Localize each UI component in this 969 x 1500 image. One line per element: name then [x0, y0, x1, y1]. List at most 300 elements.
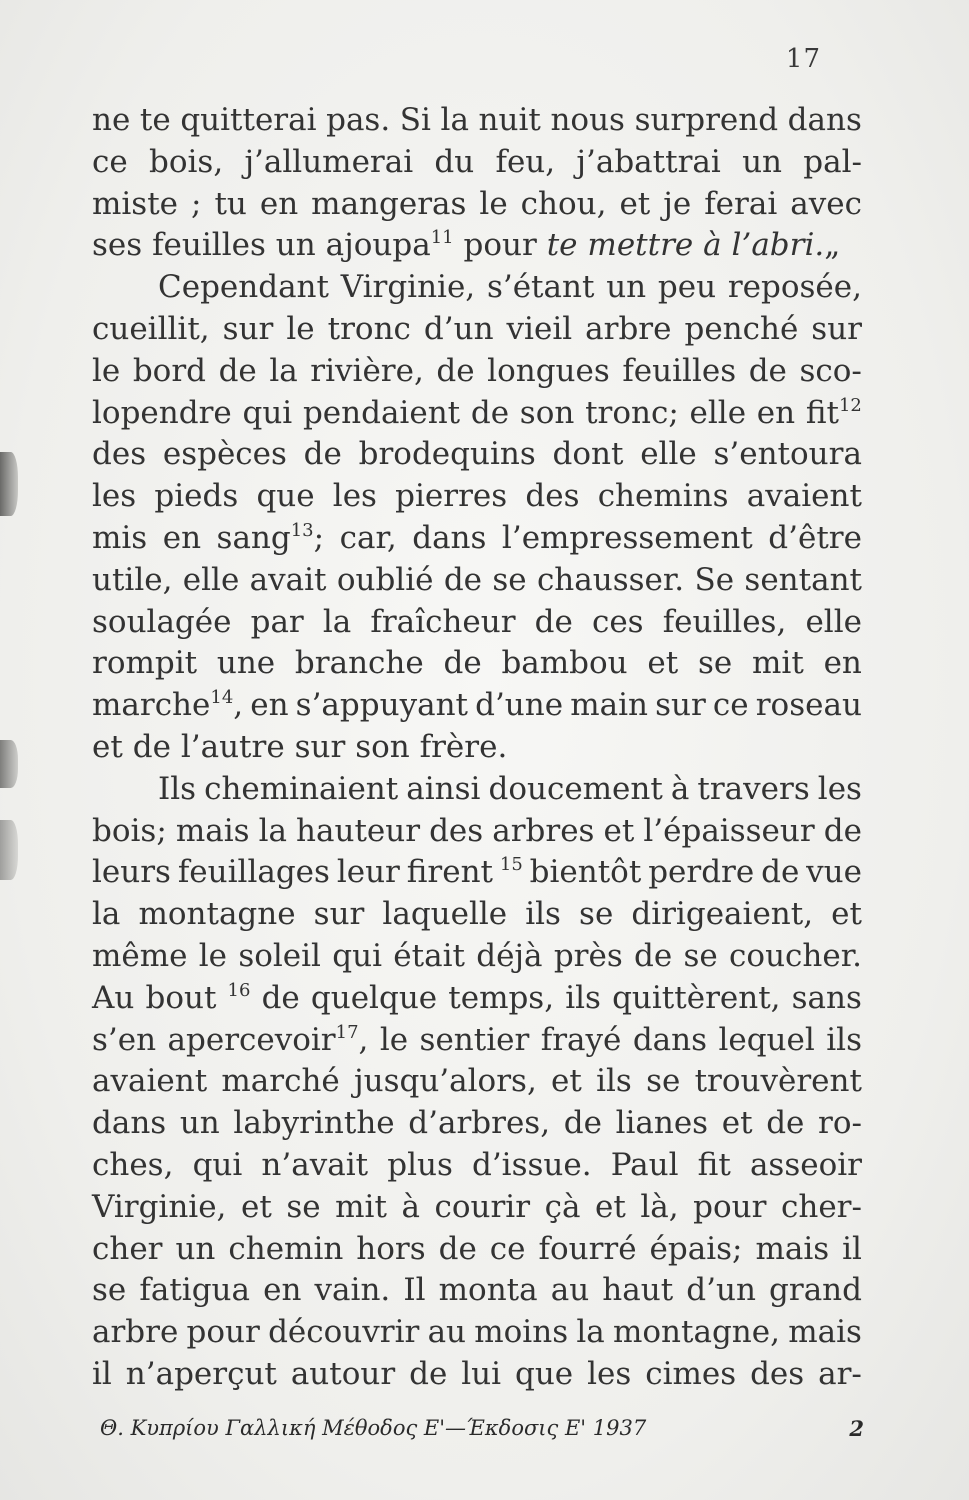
word: que [256, 478, 315, 515]
word: feuillages [177, 854, 330, 891]
word: la [258, 812, 287, 849]
word: de [634, 937, 673, 974]
word: lui [461, 1355, 502, 1392]
text-line [92, 1145, 862, 1187]
word: elle [805, 603, 862, 640]
word: Ils [158, 770, 197, 807]
word [587, 225, 693, 267]
text-line [92, 811, 862, 853]
word: de [409, 1355, 448, 1392]
word: s’entoura [713, 436, 862, 473]
word: elle [640, 436, 697, 473]
word: elle [182, 561, 240, 598]
italic-text: te [546, 227, 578, 264]
word: les [817, 770, 862, 807]
word: et [619, 185, 651, 222]
word: leur [336, 854, 400, 891]
word: découvrir [268, 1314, 420, 1351]
word: plus [387, 1146, 453, 1183]
word: pieds [154, 478, 239, 515]
word: rompit [92, 645, 198, 682]
word: s’étant [486, 269, 595, 306]
word: et [240, 1188, 272, 1225]
word: apercevoir$^{17}$, [167, 1021, 369, 1058]
word: mais [175, 812, 250, 849]
text-line [92, 351, 862, 393]
word: brodequins [358, 436, 536, 473]
word: dirigeaient, [631, 896, 814, 933]
word: un [175, 1230, 216, 1267]
word: roseau [755, 687, 862, 724]
word: chausser. [536, 561, 685, 598]
word: en [823, 645, 862, 682]
word: ainsi [406, 770, 481, 807]
word: de [436, 352, 475, 389]
page-number: 17 [785, 44, 821, 74]
word: déjà [476, 937, 543, 974]
word: ses [92, 227, 143, 264]
word: pas. [326, 102, 391, 138]
word: bout [145, 979, 217, 1016]
word: même [92, 937, 188, 974]
word: de [748, 352, 787, 389]
word: sur [294, 728, 346, 765]
word: et [647, 645, 679, 682]
footnote-ref: 15 [499, 854, 523, 876]
page-footer [100, 1416, 864, 1441]
word: courir [434, 1188, 531, 1225]
word: il [92, 1355, 112, 1392]
word: l’autre [180, 728, 285, 765]
word [228, 978, 251, 1020]
word: te [139, 102, 171, 138]
word: du [434, 143, 475, 180]
word: sans [791, 979, 862, 1016]
word: labyrinthe [233, 1105, 395, 1142]
word: branche [294, 645, 424, 682]
word: mangeras [311, 185, 467, 222]
word: que [515, 1355, 574, 1392]
word: se [683, 937, 718, 974]
word: mit [752, 645, 804, 682]
footnote-ref: 12 [838, 394, 862, 416]
word: nuit [478, 102, 541, 138]
word: sur [313, 896, 365, 933]
word: au [427, 1314, 467, 1351]
word: ar- [818, 1355, 862, 1392]
word: coucher. [729, 937, 862, 974]
word: asseoir [749, 1146, 862, 1183]
text-line [92, 434, 862, 476]
word: ils [565, 979, 601, 1016]
word: j’allumerai [244, 143, 414, 180]
word: montagne, [612, 1314, 780, 1351]
word: ne [92, 102, 131, 138]
word: cimes [645, 1355, 737, 1392]
word: cheminaient [204, 770, 399, 807]
word: soleil [238, 937, 321, 974]
word: bientôt [529, 854, 642, 891]
word: Virginie, [92, 1188, 227, 1225]
text-line [92, 769, 862, 811]
word [547, 225, 578, 267]
word: j’abattrai [576, 143, 721, 180]
word: Paul [610, 1146, 679, 1183]
word: ferai [704, 185, 778, 222]
body-text [92, 100, 862, 1396]
word: en [162, 519, 202, 556]
word: de [766, 1105, 805, 1142]
word: feuilles, [662, 603, 787, 640]
word: bois; [92, 812, 167, 849]
word: dans [787, 102, 862, 138]
text-line [92, 518, 862, 560]
word: lopendre [92, 394, 232, 431]
word: ces [591, 603, 644, 640]
footnote-ref: 16 [227, 979, 251, 1001]
footer-imprint: Θ. Κυπρίου Γαλλική Μέθοδος Ε'—Έκδοσις Ε' 1937 [100, 1416, 647, 1440]
word: dans [632, 1021, 708, 1058]
word: lianes [615, 1105, 709, 1142]
word: bambou [501, 645, 628, 682]
word: sentant [744, 561, 862, 598]
word: ro- [818, 1105, 862, 1142]
word: fourré [538, 1230, 637, 1267]
word: se [579, 896, 614, 933]
word: de [261, 979, 300, 1016]
word: ce [92, 143, 128, 180]
word: la [440, 102, 469, 138]
word: dont [552, 436, 624, 473]
text-line [92, 393, 862, 435]
word: était [393, 937, 465, 974]
footnote-ref: 14 [210, 687, 234, 709]
word: frayé [540, 1021, 622, 1058]
word: de [303, 436, 342, 473]
word: sur [811, 310, 862, 347]
word: de [218, 352, 257, 389]
word: mais [755, 1230, 830, 1267]
word: de [761, 854, 800, 891]
word: trouvèrent [694, 1063, 862, 1100]
word: ajoupa$^{11}$ [325, 227, 454, 264]
word: miste [92, 185, 179, 222]
word: Virginie, [340, 269, 476, 306]
word: arbres [492, 812, 595, 849]
word: mais [788, 1314, 862, 1351]
word: près [553, 937, 623, 974]
word: Se [694, 561, 735, 598]
word: les [332, 478, 377, 515]
word: il [842, 1230, 862, 1267]
footnote-ref: 13 [290, 519, 314, 541]
word: montagne [138, 896, 296, 933]
text-line [92, 1103, 862, 1145]
word: qui [332, 937, 382, 974]
word: la [576, 1314, 605, 1351]
word: lequel [718, 1021, 815, 1058]
word: surprend [634, 102, 779, 138]
word: chemin [228, 1230, 344, 1267]
word: utile, [92, 561, 173, 598]
word: tronc [327, 310, 411, 347]
word: dans [92, 1105, 167, 1142]
word: hors [356, 1230, 426, 1267]
footer-signature-number: 2 [849, 1416, 864, 1441]
word: autour [290, 1355, 396, 1392]
word: d’une [475, 687, 564, 724]
word: je [663, 185, 692, 222]
word: çà [544, 1188, 581, 1225]
binding-shadow-mark [0, 740, 18, 788]
word: sco- [799, 352, 862, 389]
word: cher [92, 1230, 163, 1267]
text-line [92, 100, 862, 142]
text-line [92, 852, 862, 894]
text-line [92, 936, 862, 978]
word: un [179, 1105, 220, 1142]
word: ils [826, 1021, 862, 1058]
word: quelque [310, 979, 438, 1016]
word: Il [403, 1272, 426, 1309]
word: jusqu’alors, [354, 1063, 537, 1100]
word: Si [399, 102, 431, 138]
word: le [92, 352, 121, 389]
word: le [286, 310, 315, 347]
word: chou, [520, 185, 607, 222]
word: de [443, 645, 482, 682]
word: un [275, 227, 316, 264]
word: s’appuyant [295, 687, 468, 724]
word: reposée, [727, 269, 862, 306]
word: et [594, 1188, 626, 1225]
word: au [550, 1272, 590, 1309]
word: à [401, 1188, 420, 1225]
word: d’un [423, 310, 494, 347]
word: feuilles [622, 352, 737, 389]
word: Au [92, 979, 135, 1016]
word: fraîcheur [370, 603, 516, 640]
italic-text: à [703, 227, 722, 264]
word: là, [640, 1188, 679, 1225]
word: et [92, 728, 123, 765]
word: leurs [92, 854, 171, 891]
word: son [519, 394, 575, 431]
word: pour [186, 1314, 260, 1351]
word: de [563, 1105, 602, 1142]
binding-shadow-mark [0, 820, 18, 880]
word: dans [412, 519, 487, 556]
word: les [587, 1355, 632, 1392]
word: soulagée [92, 603, 232, 640]
word: marche$^{14}$, [92, 687, 244, 724]
word: en [250, 687, 289, 724]
word: quittèrent, [612, 979, 781, 1016]
word: en [259, 185, 299, 222]
word: vain. [314, 1272, 391, 1309]
word: bord [132, 352, 206, 389]
word: épais; [649, 1230, 743, 1267]
word: pal- [803, 143, 862, 180]
word: sentier [419, 1021, 530, 1058]
word: avait [249, 561, 327, 598]
word: sur [222, 310, 274, 347]
word: de [470, 394, 510, 431]
word: le [198, 937, 228, 974]
word: de [534, 603, 573, 640]
word: vieil [506, 310, 573, 347]
word: peu [657, 269, 717, 306]
word: d’issue. [471, 1146, 592, 1183]
text-line [92, 1187, 862, 1229]
word: tronc; [585, 394, 679, 431]
word: l’épaisseur [643, 812, 815, 849]
text-line [92, 184, 862, 226]
word: arbre [92, 1314, 179, 1351]
word: se [92, 1272, 127, 1309]
word: tu [214, 185, 247, 222]
text-line [92, 1061, 862, 1103]
word: doucement [488, 770, 663, 807]
word: un [606, 269, 647, 306]
word: travers [697, 770, 810, 807]
word: de [443, 561, 483, 598]
word: se [492, 561, 527, 598]
italic-text: l’abri. [731, 227, 825, 264]
word: en [263, 1272, 302, 1309]
word: Cependant [158, 269, 329, 306]
word: monta [438, 1272, 538, 1309]
text-line [92, 602, 862, 644]
word: des [525, 478, 580, 515]
word: grand [769, 1272, 862, 1309]
word: qui [242, 394, 293, 431]
text-line [92, 1020, 862, 1062]
word: fit [697, 1146, 731, 1183]
word: ches, [92, 1146, 174, 1183]
word: bois, [148, 143, 224, 180]
word: la [322, 603, 352, 640]
text-line [92, 1312, 862, 1354]
word: cueillit, [92, 310, 210, 347]
word: s’en [92, 1021, 157, 1058]
footnote-ref: 17 [335, 1021, 359, 1043]
word: qui [192, 1146, 243, 1183]
word: en [756, 394, 796, 431]
word: avec [790, 185, 862, 222]
word: le [479, 185, 508, 222]
word: marché [221, 1063, 340, 1100]
word: à [670, 770, 690, 807]
word: de [132, 728, 171, 765]
word: longues [487, 352, 610, 389]
word: nous [550, 102, 625, 138]
word: sur [655, 687, 706, 724]
word: la [269, 352, 298, 389]
word: n’avait [261, 1146, 369, 1183]
word: mit [335, 1188, 387, 1225]
word: feuilles [152, 227, 266, 264]
footnote-ref: 11 [430, 227, 454, 249]
word: moins [474, 1314, 569, 1351]
word: haut [602, 1272, 674, 1309]
word: et [831, 896, 862, 933]
word: main [570, 687, 648, 724]
word: son [355, 728, 410, 765]
word: vue [806, 854, 862, 891]
word: oublié [336, 561, 434, 598]
text-line [92, 1270, 862, 1312]
word: les [92, 478, 137, 515]
word: ils [525, 896, 561, 933]
word: l’empressement [501, 519, 753, 556]
word: une [216, 645, 276, 682]
word: des [92, 436, 147, 473]
word: le [379, 1021, 409, 1058]
word: se [698, 645, 733, 682]
word: et [721, 1105, 753, 1142]
word: quitterai [180, 102, 317, 138]
text-line [92, 685, 862, 727]
word: avaient [746, 478, 862, 515]
word: un [742, 143, 782, 180]
word: avaient [92, 1063, 208, 1100]
word [703, 225, 721, 267]
word: se [286, 1188, 321, 1225]
word: l’abri.„ [731, 227, 841, 264]
word: se [646, 1063, 681, 1100]
text-line [92, 727, 862, 769]
binding-shadow-mark [0, 452, 18, 516]
word: d’un [686, 1272, 756, 1309]
word: ils [596, 1063, 632, 1100]
word: arbre [585, 310, 672, 347]
text-line [92, 476, 862, 518]
text-line [92, 1229, 862, 1271]
word: chemins [597, 478, 729, 515]
text-line [92, 643, 862, 685]
italic-text: mettre [587, 227, 694, 264]
word: firent [406, 854, 493, 891]
text-line [92, 1354, 862, 1396]
word: par [250, 603, 304, 640]
word: de [823, 812, 862, 849]
word: pour [463, 227, 537, 264]
word: pour [693, 1188, 767, 1225]
text-line [92, 267, 862, 309]
word: ; [191, 185, 202, 222]
word: sang$^{13}$; [216, 519, 325, 556]
word [500, 852, 523, 894]
word: perdre [648, 854, 755, 891]
word: des [750, 1355, 805, 1392]
word: de [438, 1230, 477, 1267]
word: la [92, 896, 121, 933]
word: d’arbres, [408, 1105, 551, 1142]
word: pendaient [302, 394, 461, 431]
word: d’être [768, 519, 862, 556]
word: hauteur [296, 812, 421, 849]
text-line [92, 142, 862, 184]
word: pierres [395, 478, 508, 515]
word: temps, [448, 979, 555, 1016]
word: laquelle [382, 896, 508, 933]
word: car, [339, 519, 397, 556]
word: cher- [781, 1188, 862, 1225]
word: espèces [162, 436, 287, 473]
word: mis [92, 519, 148, 556]
word: fit$^{12}$ [805, 394, 862, 431]
